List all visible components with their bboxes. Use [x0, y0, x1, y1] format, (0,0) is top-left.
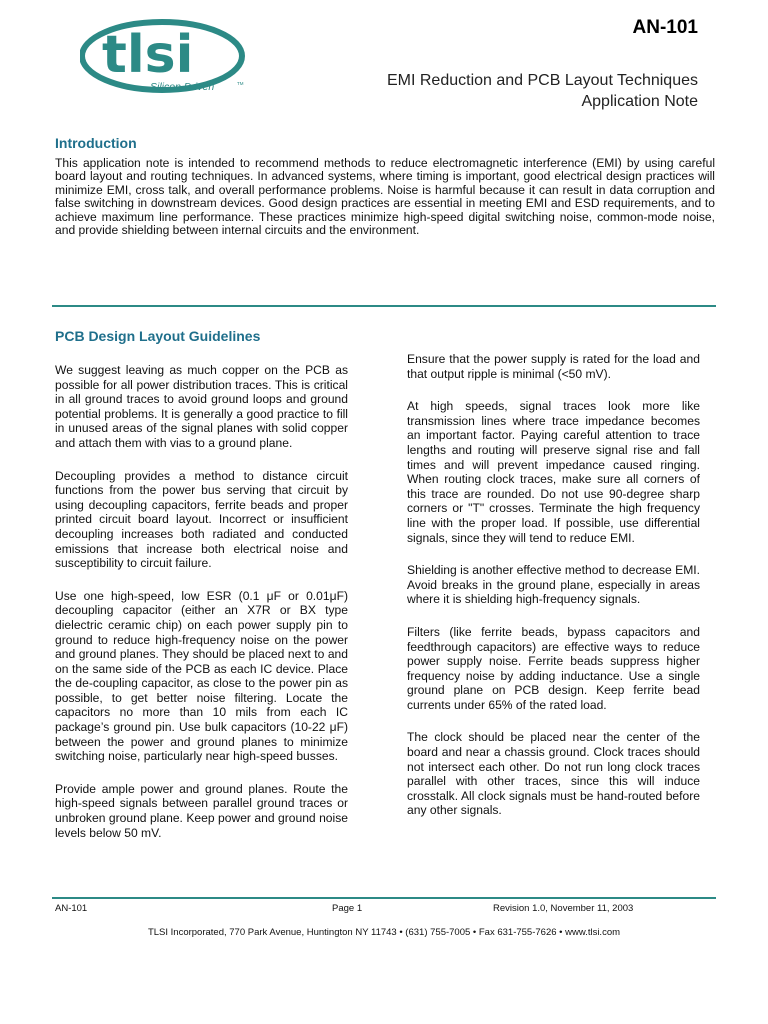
- logo-trademark: TM: [237, 81, 244, 86]
- guidelines-heading: PCB Design Layout Guidelines: [55, 328, 261, 344]
- document-id: AN-101: [632, 17, 698, 38]
- section-divider: [52, 305, 716, 307]
- tlsi-logo: [80, 14, 252, 100]
- footer-address: TLSI Incorporated, 770 Park Avenue, Huntington NY 11743 • (631) 755-7005 • Fax 631-755-7626 • www.tlsi.com: [147, 927, 621, 938]
- paragraph-power-supply: Ensure that the power supply is rated for the load and that output ripple is minimal (<50 mV).: [407, 352, 700, 381]
- paragraph-copper: We suggest leaving as much copper on the PCB as possible for all power distribution traces. This is critical in all ground traces to avoid ground loops and ground potential problems. It is generally a good practice to fill in unused areas of the signal planes with solid copper and attach them with vias to a ground plane.: [55, 363, 348, 450]
- document-title: [387, 70, 698, 112]
- paragraph-power-planes: Provide ample power and ground planes. Route the high-speed signals between parallel ground traces or unbroken ground plane. Keep power and ground noise levels below 50 mV.: [55, 781, 348, 840]
- paragraph-capacitors: Use one high-speed, low ESR (0.1 μF or 0.01μF) decoupling capacitor (either an X7R or BX type dielectric ceramic chip) on each power supply pin to ground to reduce high-frequency noise on the power and ground planes. They should be placed next to and on the same side of the PCB as each IC device. Place the de-coupling capacitor, as close to the power pin as possible, to get better noise filtering. Locate the capacitors no more than 10 mils from each IC package’s ground pin. Use bulk capacitors (10-22 μF) between the power and ground planes to minimize switching noise, particularly near high-speed busses.: [55, 588, 348, 764]
- footer-divider: [52, 897, 716, 899]
- paragraph-decoupling: Decoupling provides a method to distance circuit functions from the power bus serving that circuit by using decoupling capacitors, ferrite beads and proper printed circuit board layout. Incorrect or insufficient decoupling increases both radiated and conducted emissions that increase both electrical noise and susceptibility to circuit failure.: [55, 468, 348, 571]
- title-line-1: EMI Reduction and PCB Layout Techniques: [386, 72, 698, 89]
- paragraph-shielding: Shielding is another effective method to decrease EMI. Avoid breaks in the ground plane, especially in areas where it is shielding high-frequency signals.: [407, 563, 700, 607]
- paragraph-clock: The clock should be placed near the center of the board and near a chassis ground. Clock traces should not intersect each other. Do not run long clock traces parallel with other traces, since this will induce crosstalk. All clock signals must be hand-routed before any other signals.: [407, 730, 700, 818]
- introduction-body: This application note is intended to recommend methods to reduce electromagnetic interference (EMI) by using careful board layout and routing techniques. In advanced systems, where timing is important, good electrical design practices will minimize EMI, cross talk, and overall performance problems. Noise is harmful because it can result in data corruption and false switching in downstream devices. Good design practices are essential in meeting EMI and ESD requirements, and to achieve maximum line performance. These practices minimize high-speed digital switching noise, common-mode noise, and provide shielding between internal circuits and the environment.: [55, 156, 715, 238]
- footer-doc-id: AN-101: [55, 903, 88, 914]
- footer-revision: Revision 1.0, November 11, 2003: [493, 903, 634, 914]
- footer-page-number: Page 1: [332, 903, 363, 914]
- paragraph-signal-traces: At high speeds, signal traces look more like transmission lines where trace impedance becomes an important factor. Paying careful attention to trace lengths and routing will preserve signal rise and fall times and will prevent impedance caused ringing. When routing clock traces, make sure all corners of this trace are rounded. Do not use 90-degree sharp corners or "T" crosses. Terminate the high frequency line with the proper load. If possible, use differential signals, since they will tend to reduce EMI.: [407, 399, 700, 545]
- logo-wordmark: tlsi: [102, 25, 194, 85]
- guidelines-left-column: [55, 363, 348, 858]
- guidelines-right-column: [407, 352, 700, 836]
- introduction-heading: Introduction: [55, 135, 137, 151]
- title-line-2: Application Note: [581, 93, 698, 110]
- logo-tagline: Silicon Driven: [150, 81, 215, 93]
- paragraph-filters: Filters (like ferrite beads, bypass capacitors and feedthrough capacitors) are effective ways to reduce power supply noise. Ferrite beads suppress higher frequency noise by adding inductance. Use a single ground plane on PCB design. Keep ferrite bead currents under 65% of the rated load.: [407, 624, 700, 712]
